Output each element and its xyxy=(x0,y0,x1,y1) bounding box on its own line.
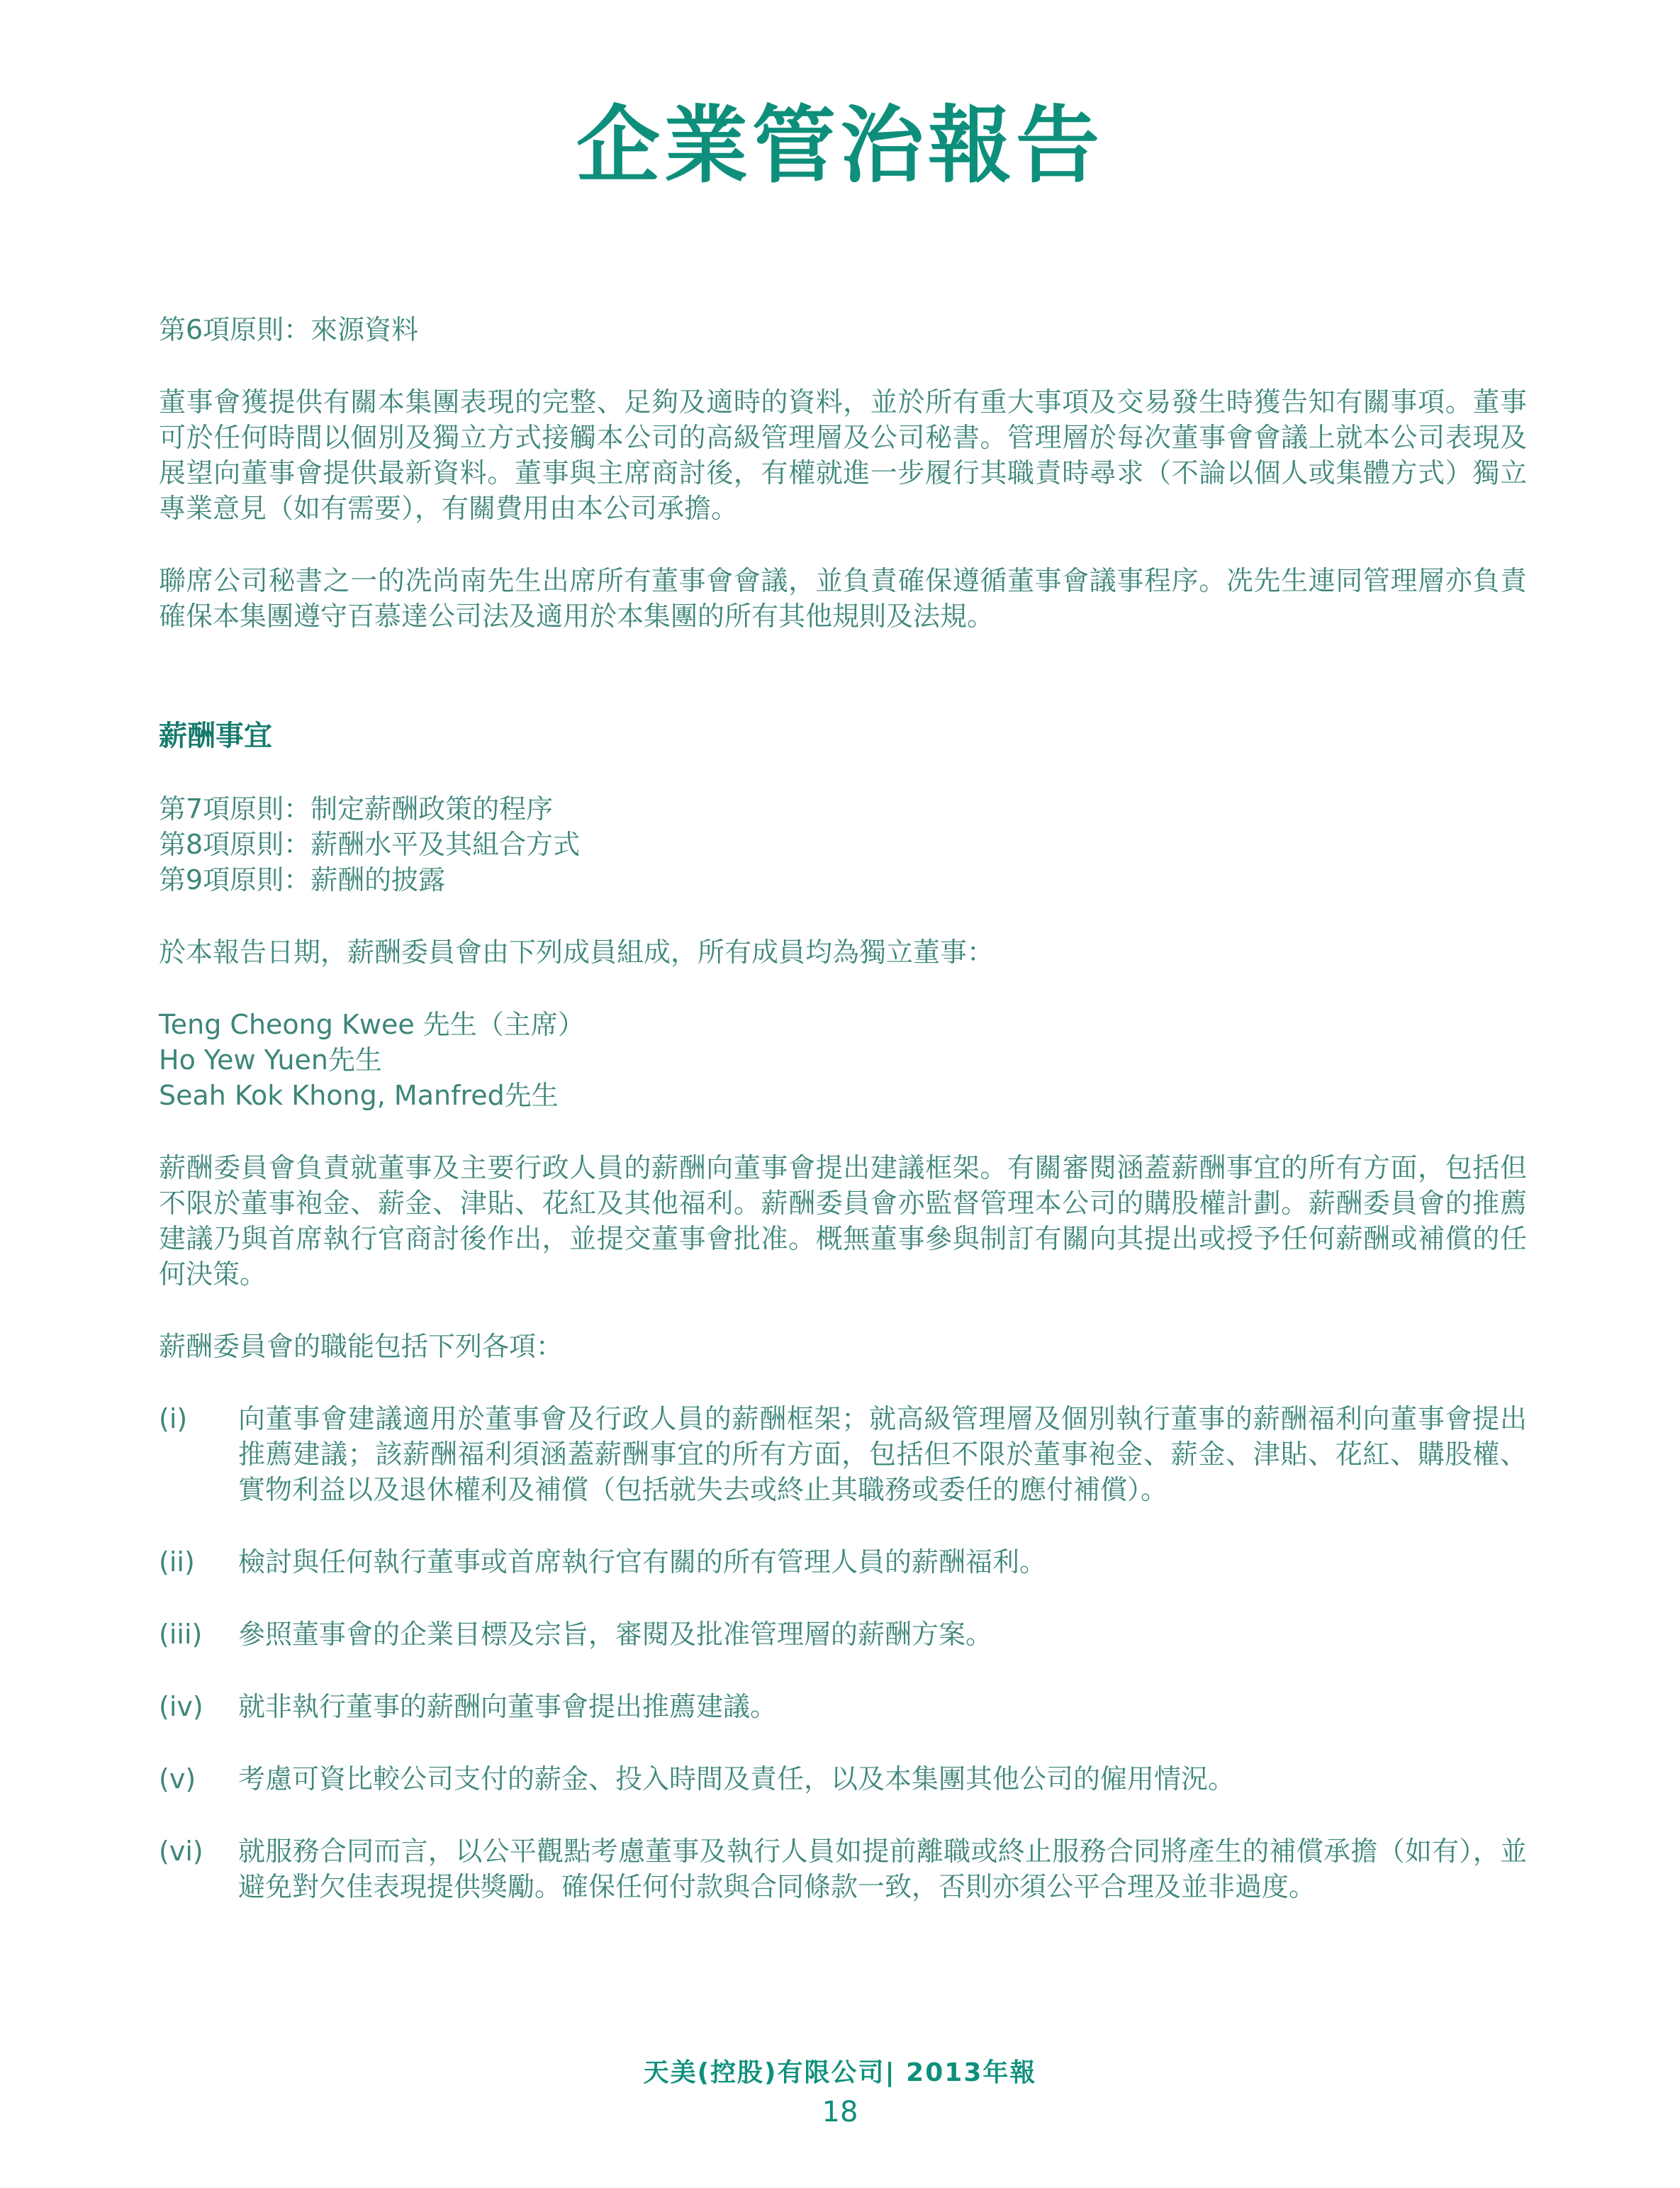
committee-member: Teng Cheong Kwee 先生（主席） xyxy=(159,1009,585,1040)
function-marker: (iv) xyxy=(159,1691,203,1722)
page-number: 18 xyxy=(822,2096,858,2128)
function-marker: (vi) xyxy=(159,1836,203,1867)
committee-functions-intro: 薪酬委員會的職能包括下列各項： xyxy=(159,1331,564,1362)
function-item xyxy=(159,1689,1527,1724)
function-marker: (iii) xyxy=(159,1619,203,1650)
principle-7-line: 第7項原則：制定薪酬政策的程序 xyxy=(159,793,554,825)
function-text: 考慮可資比較公司支付的薪金、投入時間及責任，以及本集團其他公司的僱用情況。 xyxy=(238,1763,1236,1795)
function-item xyxy=(159,1401,1527,1507)
report-body xyxy=(159,312,1527,1904)
function-marker: (ii) xyxy=(159,1546,195,1578)
function-text: 就非執行董事的薪酬向董事會提出推薦建議。 xyxy=(238,1691,778,1722)
committee-composition-intro: 於本報告日期，薪酬委員會由下列成員組成，所有成員均為獨立董事： xyxy=(159,937,995,968)
function-text: 參照董事會的企業目標及宗旨，審閱及批准管理層的薪酬方案。 xyxy=(238,1619,993,1650)
committee-responsibility: 薪酬委員會負責就董事及主要行政人員的薪酬向董事會提出建議框架。有關審閱涵蓋薪酬事宜的所有方面，包括但不限於董事袍金、薪金、津貼、花紅及其他福利。薪酬委員會亦監督管理本公司的購股權計劃。薪酬委員會的推薦建議乃與首席執行官商討後作出，並提交董事會批准。概無董事參與制訂有關向其提出或授予任何薪酬或補償的任何決策。 xyxy=(159,1152,1527,1290)
function-marker: (i) xyxy=(159,1403,188,1434)
function-marker: (v) xyxy=(159,1763,196,1795)
function-text: 就服務合同而言，以公平觀點考慮董事及執行人員如提前離職或終止服務合同將產生的補償承擔（如有），並避免對欠佳表現提供獎勵。確保任何付款與合同條款一致，否則亦須公平合理及並非過度。 xyxy=(238,1836,1527,1902)
function-item xyxy=(159,1761,1527,1797)
function-item xyxy=(159,1833,1527,1904)
function-text: 向董事會建議適用於董事會及行政人員的薪酬框架；就高級管理層及個別執行董事的薪酬福利向董事會提出推薦建議；該薪酬福利須涵蓋薪酬事宜的所有方面，包括但不限於董事袍金、薪金、津貼、花紅、購股權、實物利益以及退休權利及補償（包括就失去或終止其職務或委任的應付補償）。 xyxy=(238,1403,1527,1505)
principle-6-heading: 第6項原則：來源資料 xyxy=(159,314,419,345)
function-item xyxy=(159,1544,1527,1580)
function-text: 檢討與任何執行董事或首席執行官有關的所有管理人員的薪酬福利。 xyxy=(238,1546,1047,1578)
principle-6-paragraph-2: 聯席公司秘書之一的冼尚南先生出席所有董事會會議，並負責確保遵循董事會議事程序。冼先生連同管理層亦負責確保本集團遵守百慕達公司法及適用於本集團的所有其他規則及法規。 xyxy=(159,565,1527,632)
principle-6-paragraph-1: 董事會獲提供有關本集團表現的完整、足夠及適時的資料，並於所有重大事項及交易發生時獲告知有關事項。董事可於任何時間以個別及獨立方式接觸本公司的高級管理層及公司秘書。管理層於每次董事會會議上就本公司表現及展望向董事會提供最新資料。董事與主席商討後，有權就進一步履行其職責時尋求（不論以個人或集體方式）獨立專業意見（如有需要），有關費用由本公司承擔。 xyxy=(159,386,1527,524)
committee-member: Ho Yew Yuen先生 xyxy=(159,1044,383,1076)
page-title: 企業管治報告 xyxy=(576,96,1104,194)
function-item xyxy=(159,1617,1527,1652)
committee-member: Seah Kok Khong, Manfred先生 xyxy=(159,1080,559,1111)
principle-9-line: 第9項原則：薪酬的披露 xyxy=(159,864,446,895)
principle-8-line: 第8項原則：薪酬水平及其組合方式 xyxy=(159,829,581,860)
section-heading-remuneration: 薪酬事宜 xyxy=(159,720,272,752)
footer-company-name: 天美(控股)有限公司| 2013年報 xyxy=(643,2058,1037,2087)
